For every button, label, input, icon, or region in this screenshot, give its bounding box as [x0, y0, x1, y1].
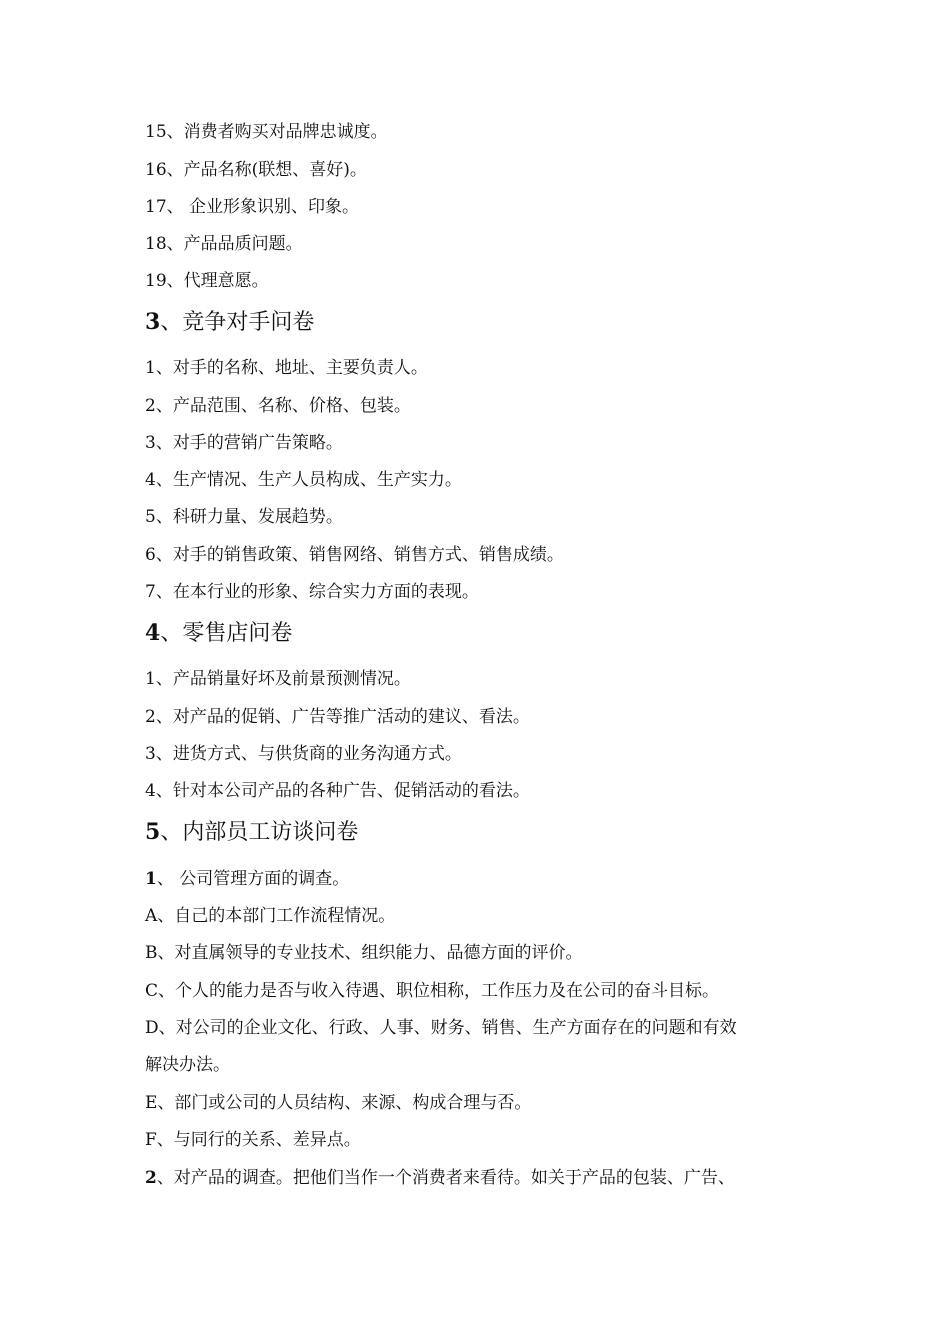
section-heading-staff	[145, 818, 358, 847]
list-item: 6、对手的销售政策、销售网络、销售方式、销售成绩。	[145, 545, 564, 565]
list-item: 18、产品品质问题。	[145, 234, 303, 254]
section-number: 5	[145, 819, 161, 845]
list-item: 4、生产情况、生产人员构成、生产实力。	[145, 470, 462, 490]
list-item: C、个人的能力是否与收入待遇、职位相称，工作压力及在公司的奋斗目标。	[145, 981, 720, 1001]
list-item: 7、在本行业的形象、综合实力方面的表现。	[145, 582, 479, 602]
list-item: B、对直属领导的专业技术、组织能力、品德方面的评价。	[145, 943, 583, 963]
section-number: 4	[145, 620, 161, 646]
list-item-continuation: 解决办法。	[145, 1055, 230, 1075]
section-number: 3	[145, 309, 161, 335]
subsection-heading	[145, 868, 349, 890]
subsection-text: 、对产品的调查。把他们当作一个消费者来看待。如关于产品的包装、广告、	[156, 1168, 735, 1188]
subsection-number: 1	[145, 869, 157, 889]
list-item: A、自己的本部门工作流程情况。	[145, 906, 396, 926]
list-item: 3、对手的营销广告策略。	[145, 433, 343, 453]
subsection-text: 、 公司管理方面的调查。	[156, 869, 350, 889]
section-heading-competitor	[145, 308, 314, 337]
section-title: 、零售店问卷	[160, 621, 293, 646]
section-heading-retail	[145, 619, 292, 648]
list-item: 1、对手的名称、地址、主要负责人。	[145, 358, 428, 378]
list-item: E、部门或公司的人员结构、来源、构成合理与否。	[145, 1093, 532, 1113]
subsection-number: 2	[145, 1168, 157, 1188]
section-title: 、内部员工访谈问卷	[160, 820, 359, 845]
list-item: 2、对产品的促销、广告等推广活动的建议、看法。	[145, 707, 530, 727]
list-item: 16、产品名称(联想、喜好)。	[145, 160, 367, 180]
list-item: 2、产品范围、名称、价格、包装。	[145, 396, 411, 416]
list-item: 19、代理意愿。	[145, 271, 269, 291]
section-title: 、竞争对手问卷	[160, 310, 315, 335]
list-item: 4、针对本公司产品的各种广告、促销活动的看法。	[145, 781, 530, 801]
list-item: 3、进货方式、与供货商的业务沟通方式。	[145, 744, 462, 764]
list-item: D、对公司的企业文化、行政、人事、财务、销售、生产方面存在的问题和有效	[145, 1018, 737, 1038]
subsection-heading	[145, 1167, 735, 1189]
list-item: 15、消费者购买对品牌忠诚度。	[145, 122, 388, 142]
list-item: F、与同行的关系、差异点。	[145, 1130, 361, 1150]
list-item: 5、科研力量、发展趋势。	[145, 507, 343, 527]
list-item: 1、产品销量好坏及前景预测情况。	[145, 669, 411, 689]
list-item: 17、 企业形象识别、印象。	[145, 197, 360, 217]
